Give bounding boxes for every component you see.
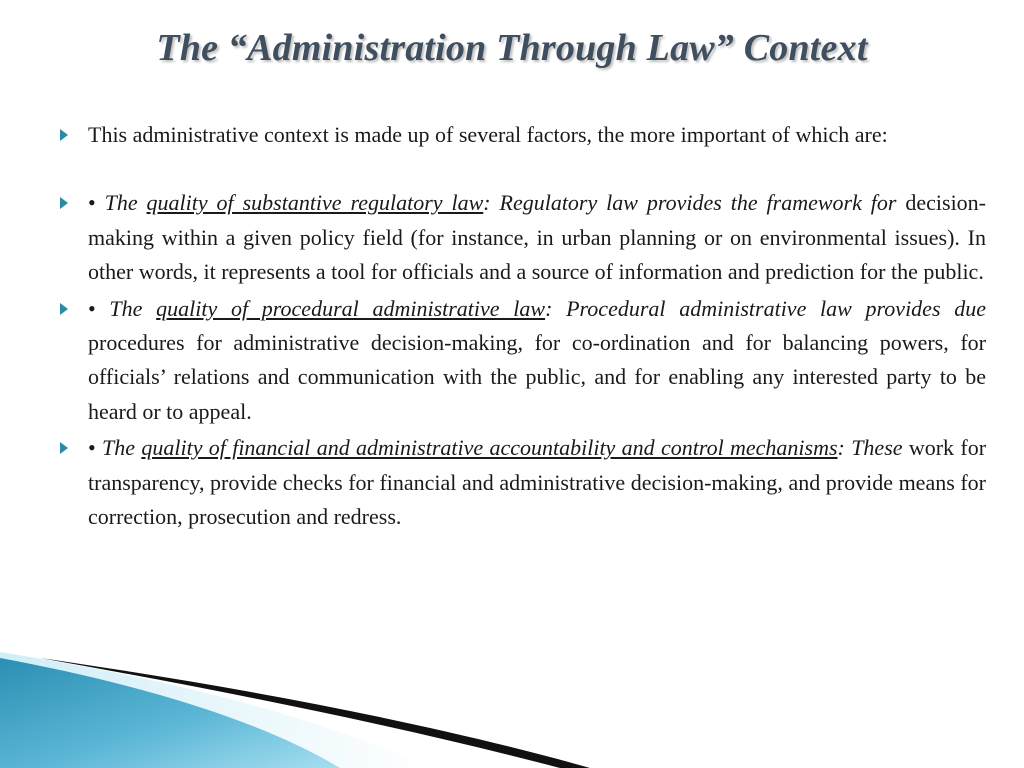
triangle-bullet-icon <box>60 197 68 209</box>
dot-marker: • <box>88 295 110 321</box>
dot-marker: • <box>88 435 103 461</box>
triangle-bullet-icon <box>60 129 68 141</box>
wave-blue-band <box>0 658 340 768</box>
bullet-list <box>58 118 986 534</box>
wave-decoration <box>0 640 1024 768</box>
underlined-term: quality of procedural administrative law <box>156 295 546 321</box>
italic-description: : Procedural administrative law provides due <box>545 295 986 321</box>
bullet-item-intro <box>58 118 986 152</box>
triangle-bullet-icon <box>60 303 68 315</box>
body-text: procedures for administrative decision-making, for co-ordination and for balancing powers, for officials’ relations and communication with the public, and for enabling any interested party to be heard or to appeal. <box>88 330 986 424</box>
lead-word: The <box>109 295 157 321</box>
intro-text: This administrative context is made up of several factors, the more important of which are: <box>88 122 888 147</box>
bullet-item-substantive-law <box>58 186 986 289</box>
body-text: work for transparency, provide checks for financial and administrative decision-making, and provide means for correction, prosecution and redress. <box>88 435 987 530</box>
lead-word: The <box>104 190 147 216</box>
body-text: decision-making within a given policy field (for instance, in urban planning or on environmental issues). In other words, it represents a tool for officials and a source of information and prediction for the public. <box>88 190 987 285</box>
slide-title: The “Administration Through Law” Context <box>156 27 868 69</box>
underlined-term: quality of financial and administrative accountability and control mechanisms <box>141 435 838 461</box>
dot-marker: • <box>88 190 105 216</box>
bullet-item-procedural-law <box>58 292 986 430</box>
italic-description: : Regulatory law provides the framework for <box>483 190 906 216</box>
triangle-bullet-icon <box>60 442 68 454</box>
italic-description: : These <box>837 435 909 461</box>
underlined-term: quality of substantive regulatory law <box>146 190 484 216</box>
bullet-item-accountability <box>58 431 986 534</box>
lead-word: The <box>102 435 142 461</box>
